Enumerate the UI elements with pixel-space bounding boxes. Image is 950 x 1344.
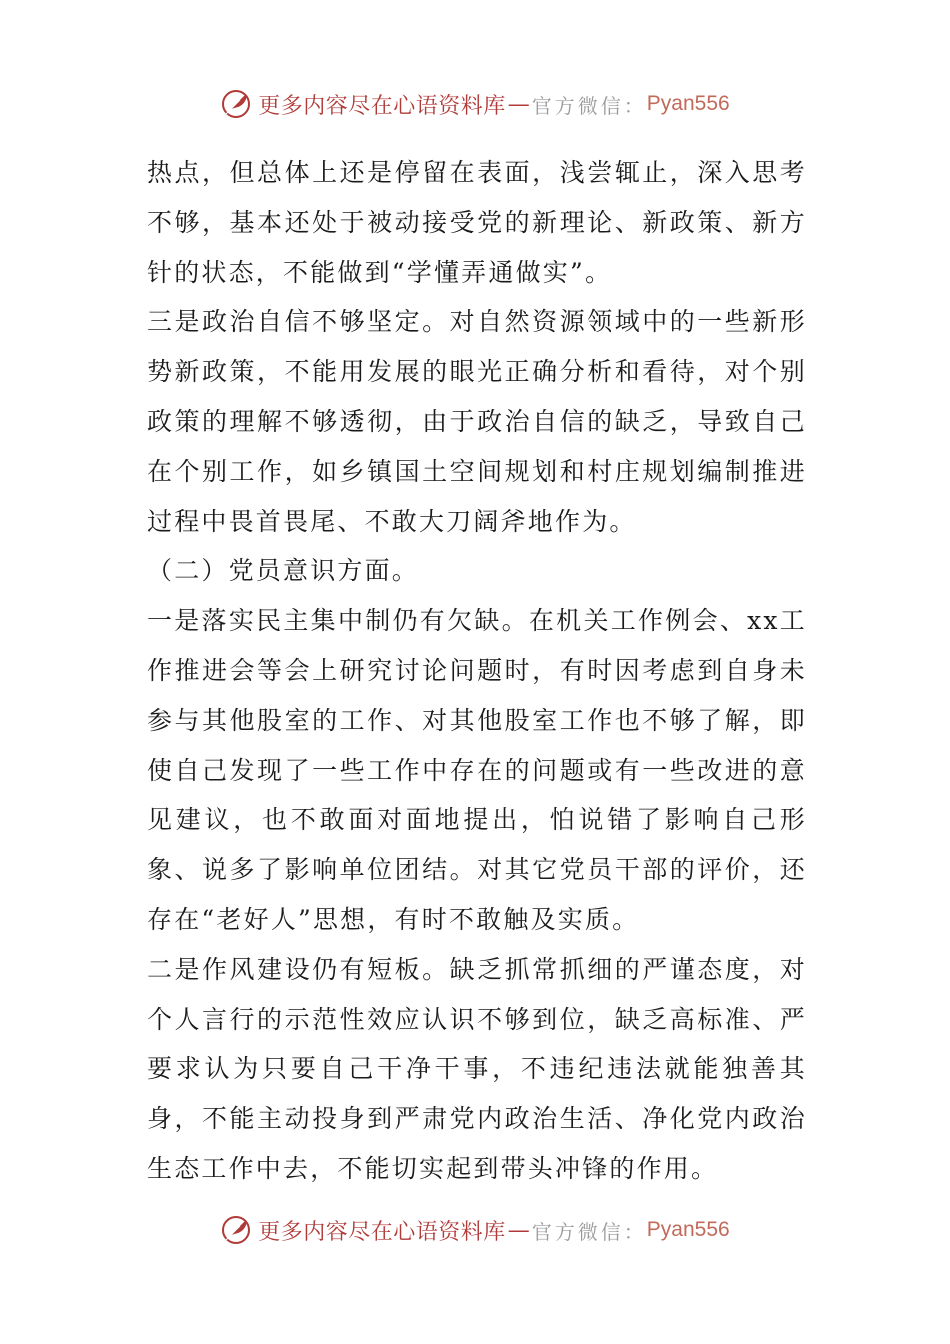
watermark-separator: — <box>507 1217 530 1243</box>
watermark-separator: — <box>507 91 530 117</box>
feather-pen-logo-icon <box>220 1213 254 1247</box>
document-body <box>147 148 807 1194</box>
watermark-wechat-id: Pyan556 <box>646 1218 730 1241</box>
paragraph-1: 热点，但总体上还是停留在表面，浅尝辄止，深入思考不够，基本还处于被动接受党的新理论、新政策、新方针的状态，不能做到“学懂弄通做实”。 <box>147 158 807 287</box>
paragraph-4: 二是作风建设仍有短板。缺乏抓常抓细的严谨态度，对个人言行的示范性效应认识不够到位，缺乏高标准、严要求认为只要自己干净干事，不违纪违法就能独善其身，不能主动投身到严肃党内政治生活、净化党内政治生态工作中去，不能切实起到带头冲锋的作用。 <box>147 954 807 1183</box>
paragraph-3: 一是落实民主集中制仍有欠缺。在机关工作例会、xx工作推进会等会上研究讨论问题时，有时因考虑到自身未参与其他股室的工作、对其他股室工作也不够了解，即使自己发现了一些工作中存在的问题或有一些改进的意见建议，也不敢面对面地提出，怕说错了影响自己形象、说多了影响单位团结。对其它党员干部的评价，还存在“老好人”思想，有时不敢触及实质。 <box>147 606 807 934</box>
watermark-main-text: 更多内容尽在心语资料库 <box>258 1219 506 1245</box>
footer-watermark <box>0 1208 950 1252</box>
watermark-official-label: 官方微信： <box>531 1219 647 1244</box>
paragraph-2: 三是政治自信不够坚定。对自然资源领域中的一些新形势新政策，不能用发展的眼光正确分析和看待，对个别政策的理解不够透彻，由于政治自信的缺乏，导致自己在个别工作，如乡镇国土空间规划和村庄规划编制推进过程中畏首畏尾、不敢大刀阔斧地作为。 <box>147 307 807 536</box>
watermark-main-text: 更多内容尽在心语资料库 <box>258 93 506 119</box>
watermark-official-label: 官方微信： <box>531 93 647 118</box>
section-heading: （二）党员意识方面。 <box>147 556 420 586</box>
feather-pen-logo-icon <box>220 87 254 121</box>
header-watermark <box>0 82 950 126</box>
watermark-wechat-id: Pyan556 <box>646 92 730 115</box>
